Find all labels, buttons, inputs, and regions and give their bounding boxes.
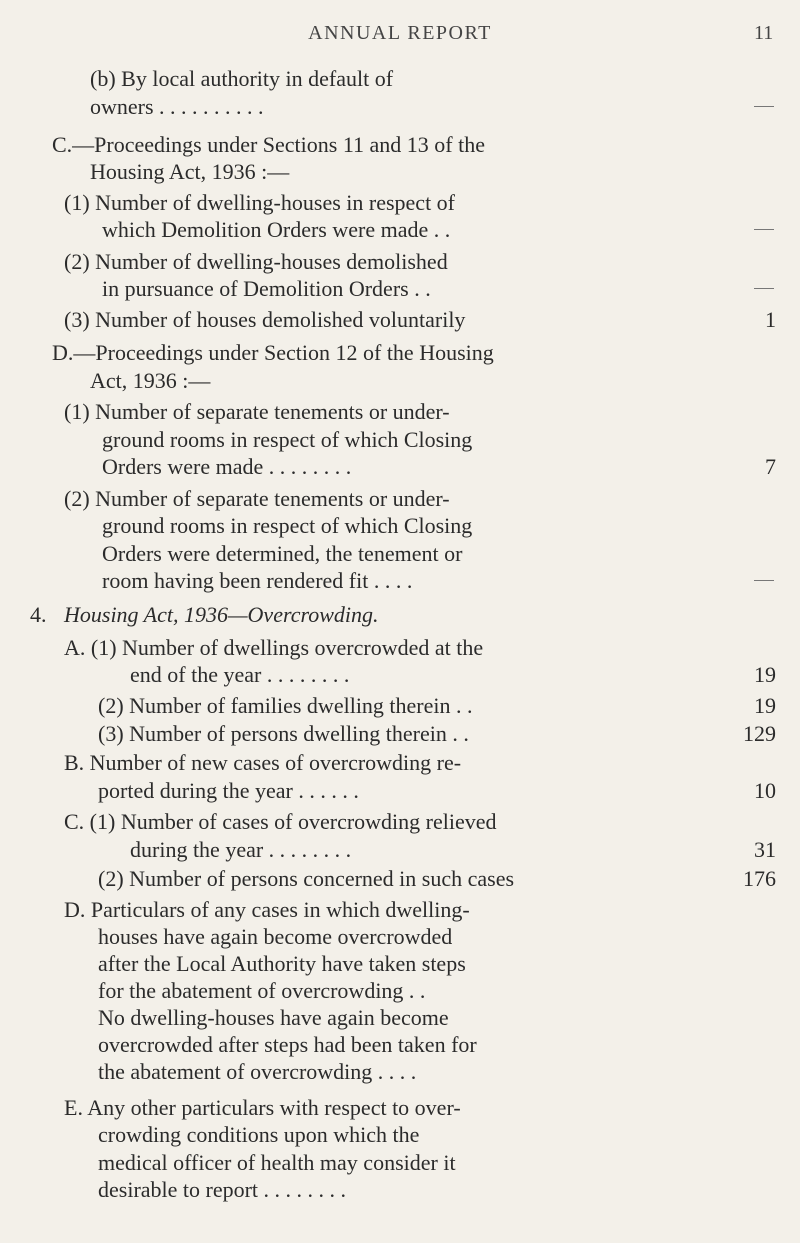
text-line: Orders were made . . . . . . . .	[102, 454, 352, 479]
text-line: No dwelling-houses have again become	[98, 1005, 449, 1030]
text-line: during the year . . . . . . . .	[130, 837, 352, 862]
text-line: desirable to report . . . . . . . .	[98, 1177, 347, 1202]
page-header-title: ANNUAL REPORT	[308, 22, 492, 44]
text-line: (2) Number of dwelling-houses demolished	[64, 249, 448, 274]
section-heading: Housing Act, 1936 :—	[90, 159, 290, 184]
text-line: C. (1) Number of cases of overcrowding relieved	[64, 809, 497, 834]
text-line: D. Particulars of any cases in which dwelling-	[64, 897, 470, 922]
value-new-overcrowding-cases: 10	[754, 778, 776, 803]
text-line: ported during the year . . . . . .	[98, 778, 359, 803]
text-line: medical officer of health may consider it	[98, 1150, 456, 1175]
text-line: houses have again become overcrowded	[98, 924, 453, 949]
section-heading: C.—Proceedings under Sections 11 and 13 of the	[52, 132, 485, 157]
text-line: for the abatement of overcrowding . .	[98, 978, 426, 1003]
text-line: (3) Number of houses demolished voluntarily	[64, 307, 466, 332]
section-heading: D.—Proceedings under Section 12 of the Housing	[52, 340, 494, 365]
text-line: (1) Number of separate tenements or under-	[64, 399, 450, 424]
text-line: (b) By local authority in default of	[90, 66, 394, 91]
text-line: Orders were determined, the tenement or	[102, 541, 463, 566]
text-line: overcrowded after steps had been taken for	[98, 1032, 477, 1057]
value-closing-orders-made: 7	[765, 454, 776, 479]
page-number: 11	[754, 22, 774, 44]
text-line: crowding conditions upon which the	[98, 1122, 420, 1147]
text-line: (3) Number of persons dwelling therein . .	[98, 721, 469, 746]
text-line: end of the year . . . . . . . .	[130, 662, 350, 687]
section-number: 4.	[30, 602, 47, 627]
empty-value-dash	[754, 580, 774, 581]
text-line: ground rooms in respect of which Closing	[102, 513, 473, 538]
value-dwellings-overcrowded: 19	[754, 662, 776, 687]
text-line: after the Local Authority have taken steps	[98, 951, 466, 976]
section-title: Housing Act, 1936—Overcrowding.	[64, 602, 379, 627]
text-line: E. Any other particulars with respect to over-	[64, 1095, 461, 1120]
empty-value-dash	[754, 288, 774, 289]
value-families-dwelling: 19	[754, 693, 776, 718]
text-line: A. (1) Number of dwellings overcrowded at the	[64, 635, 484, 660]
text-line: (1) Number of dwelling-houses in respect of	[64, 190, 456, 215]
text-line: the abatement of overcrowding . . . .	[98, 1059, 417, 1084]
value-houses-demolished-voluntarily: 1	[765, 307, 776, 332]
text-line: owners . . . . . . . . . .	[90, 94, 264, 119]
text-line: which Demolition Orders were made . .	[102, 217, 451, 242]
value-persons-dwelling: 129	[743, 721, 776, 746]
empty-value-dash	[754, 106, 774, 107]
text-line: (2) Number of separate tenements or under-	[64, 486, 450, 511]
value-cases-relieved: 31	[754, 837, 776, 862]
empty-value-dash	[754, 229, 774, 230]
text-line: ground rooms in respect of which Closing	[102, 427, 473, 452]
section-heading: Act, 1936 :—	[90, 368, 211, 393]
text-line: in pursuance of Demolition Orders . .	[102, 276, 431, 301]
text-line: B. Number of new cases of overcrowding re-	[64, 750, 462, 775]
text-line: room having been rendered fit . . . .	[102, 568, 413, 593]
text-line: (2) Number of families dwelling therein . .	[98, 693, 473, 718]
value-persons-concerned: 176	[743, 866, 776, 891]
text-line: (2) Number of persons concerned in such cases	[98, 866, 515, 891]
